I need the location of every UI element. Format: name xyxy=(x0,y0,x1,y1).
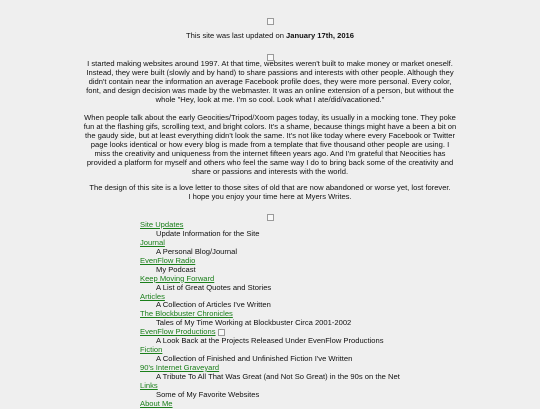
nav-link-blockbuster-chronicles[interactable]: The Blockbuster Chronicles xyxy=(140,309,233,319)
nav-desc-keep-moving-forward: A List of Great Quotes and Stories xyxy=(156,282,272,292)
nav-desc-links: Some of My Favorite Websites xyxy=(156,389,260,399)
nav-link-fiction[interactable]: Fiction xyxy=(140,345,163,355)
updated-date: January 17th, 2016 xyxy=(286,31,355,40)
nav-desc-fiction: A Collection of Finished and Unfinished Fiction I've Written xyxy=(156,354,353,364)
broken-image-icon xyxy=(218,329,225,336)
nav-link-evenflow-productions[interactable]: EvenFlow Productions xyxy=(140,327,216,337)
last-updated-line xyxy=(0,31,540,40)
nav-link-links[interactable]: Links xyxy=(140,380,158,390)
nav-desc-journal: A Personal Blog/Journal xyxy=(156,246,238,256)
broken-image-icon xyxy=(267,214,274,221)
broken-image-icon xyxy=(267,18,274,25)
nav-image-broken xyxy=(0,212,540,221)
intro-paragraph-3-line-2: I hope you enjoy your time here at Myers Writes. xyxy=(188,192,352,201)
nav-link-journal[interactable]: Journal xyxy=(140,237,165,247)
nav-link-keep-moving-forward[interactable]: Keep Moving Forward xyxy=(140,273,215,283)
intro-paragraph-3 xyxy=(82,183,458,201)
nav-desc-evenflow-radio: My Podcast xyxy=(156,264,196,274)
intro-paragraph-1: I started making websites around 1997. At that time, websites weren't built to make money or market oneself. Instead, they were built (slowly and by hand) to share passions and interests with other people. Although they didn't contain near the information an average Facebook profile does, they were more personal. Every color, font, and design decision was made by the webmaster. It was an online extension of a person, but without the whole "Hey, look at me. I'm so cool. Look what I ate/did/vacationed." xyxy=(86,59,454,104)
nav-link-site-updates[interactable]: Site Updates xyxy=(140,220,184,229)
nav-desc-blockbuster-chronicles: Tales of My Time Working at Blockbuster Circa 2001-2002 xyxy=(156,318,352,328)
nav-desc-site-updates: Update Information for the Site xyxy=(156,228,260,238)
nav-desc-90s-internet-graveyard: A Tribute To All That Was Great (and Not So Great) in the 90s on the Net xyxy=(156,371,400,381)
intro-paragraph-3-line-1: The design of this site is a love letter to those sites of old that are now abandoned or worse yet, lost forever. xyxy=(89,183,451,192)
intro-paragraph-2: When people talk about the early Geocities/Tripod/Xoom pages today, its usually in a mocking tone. They poke fun at the flashing gifs, scrolling text, and bright colors. It's a shame, because things might have a been a bit on the gaudy side, but at least everything didn't look the same. It's not like today where every Facebook or Twitter page looks identical or how every blog is made from a template that five thousand other people are using. I miss the creativity and uniqueness from the internet fifteen years ago. And I'm grateful that Neocities has provided a platform for myself and others who feel the same way I do to bring back some of the creativity and share or passions and interests with the world. xyxy=(83,113,457,176)
header-image-broken xyxy=(0,16,540,25)
nav-link-evenflow-radio[interactable]: EvenFlow Radio xyxy=(140,255,196,265)
nav-link-articles[interactable]: Articles xyxy=(140,291,165,301)
site-navigation xyxy=(140,221,530,409)
updated-prefix: This site was last updated on xyxy=(185,31,284,40)
nav-desc-articles: A Collection of Articles I've Written xyxy=(156,300,271,310)
nav-link-about-me[interactable]: About Me xyxy=(140,398,173,408)
nav-link-90s-internet-graveyard[interactable]: 90's Internet Graveyard xyxy=(140,363,220,372)
nav-desc-evenflow-productions: A Look Back at the Projects Released Under EvenFlow Productions xyxy=(156,336,384,346)
